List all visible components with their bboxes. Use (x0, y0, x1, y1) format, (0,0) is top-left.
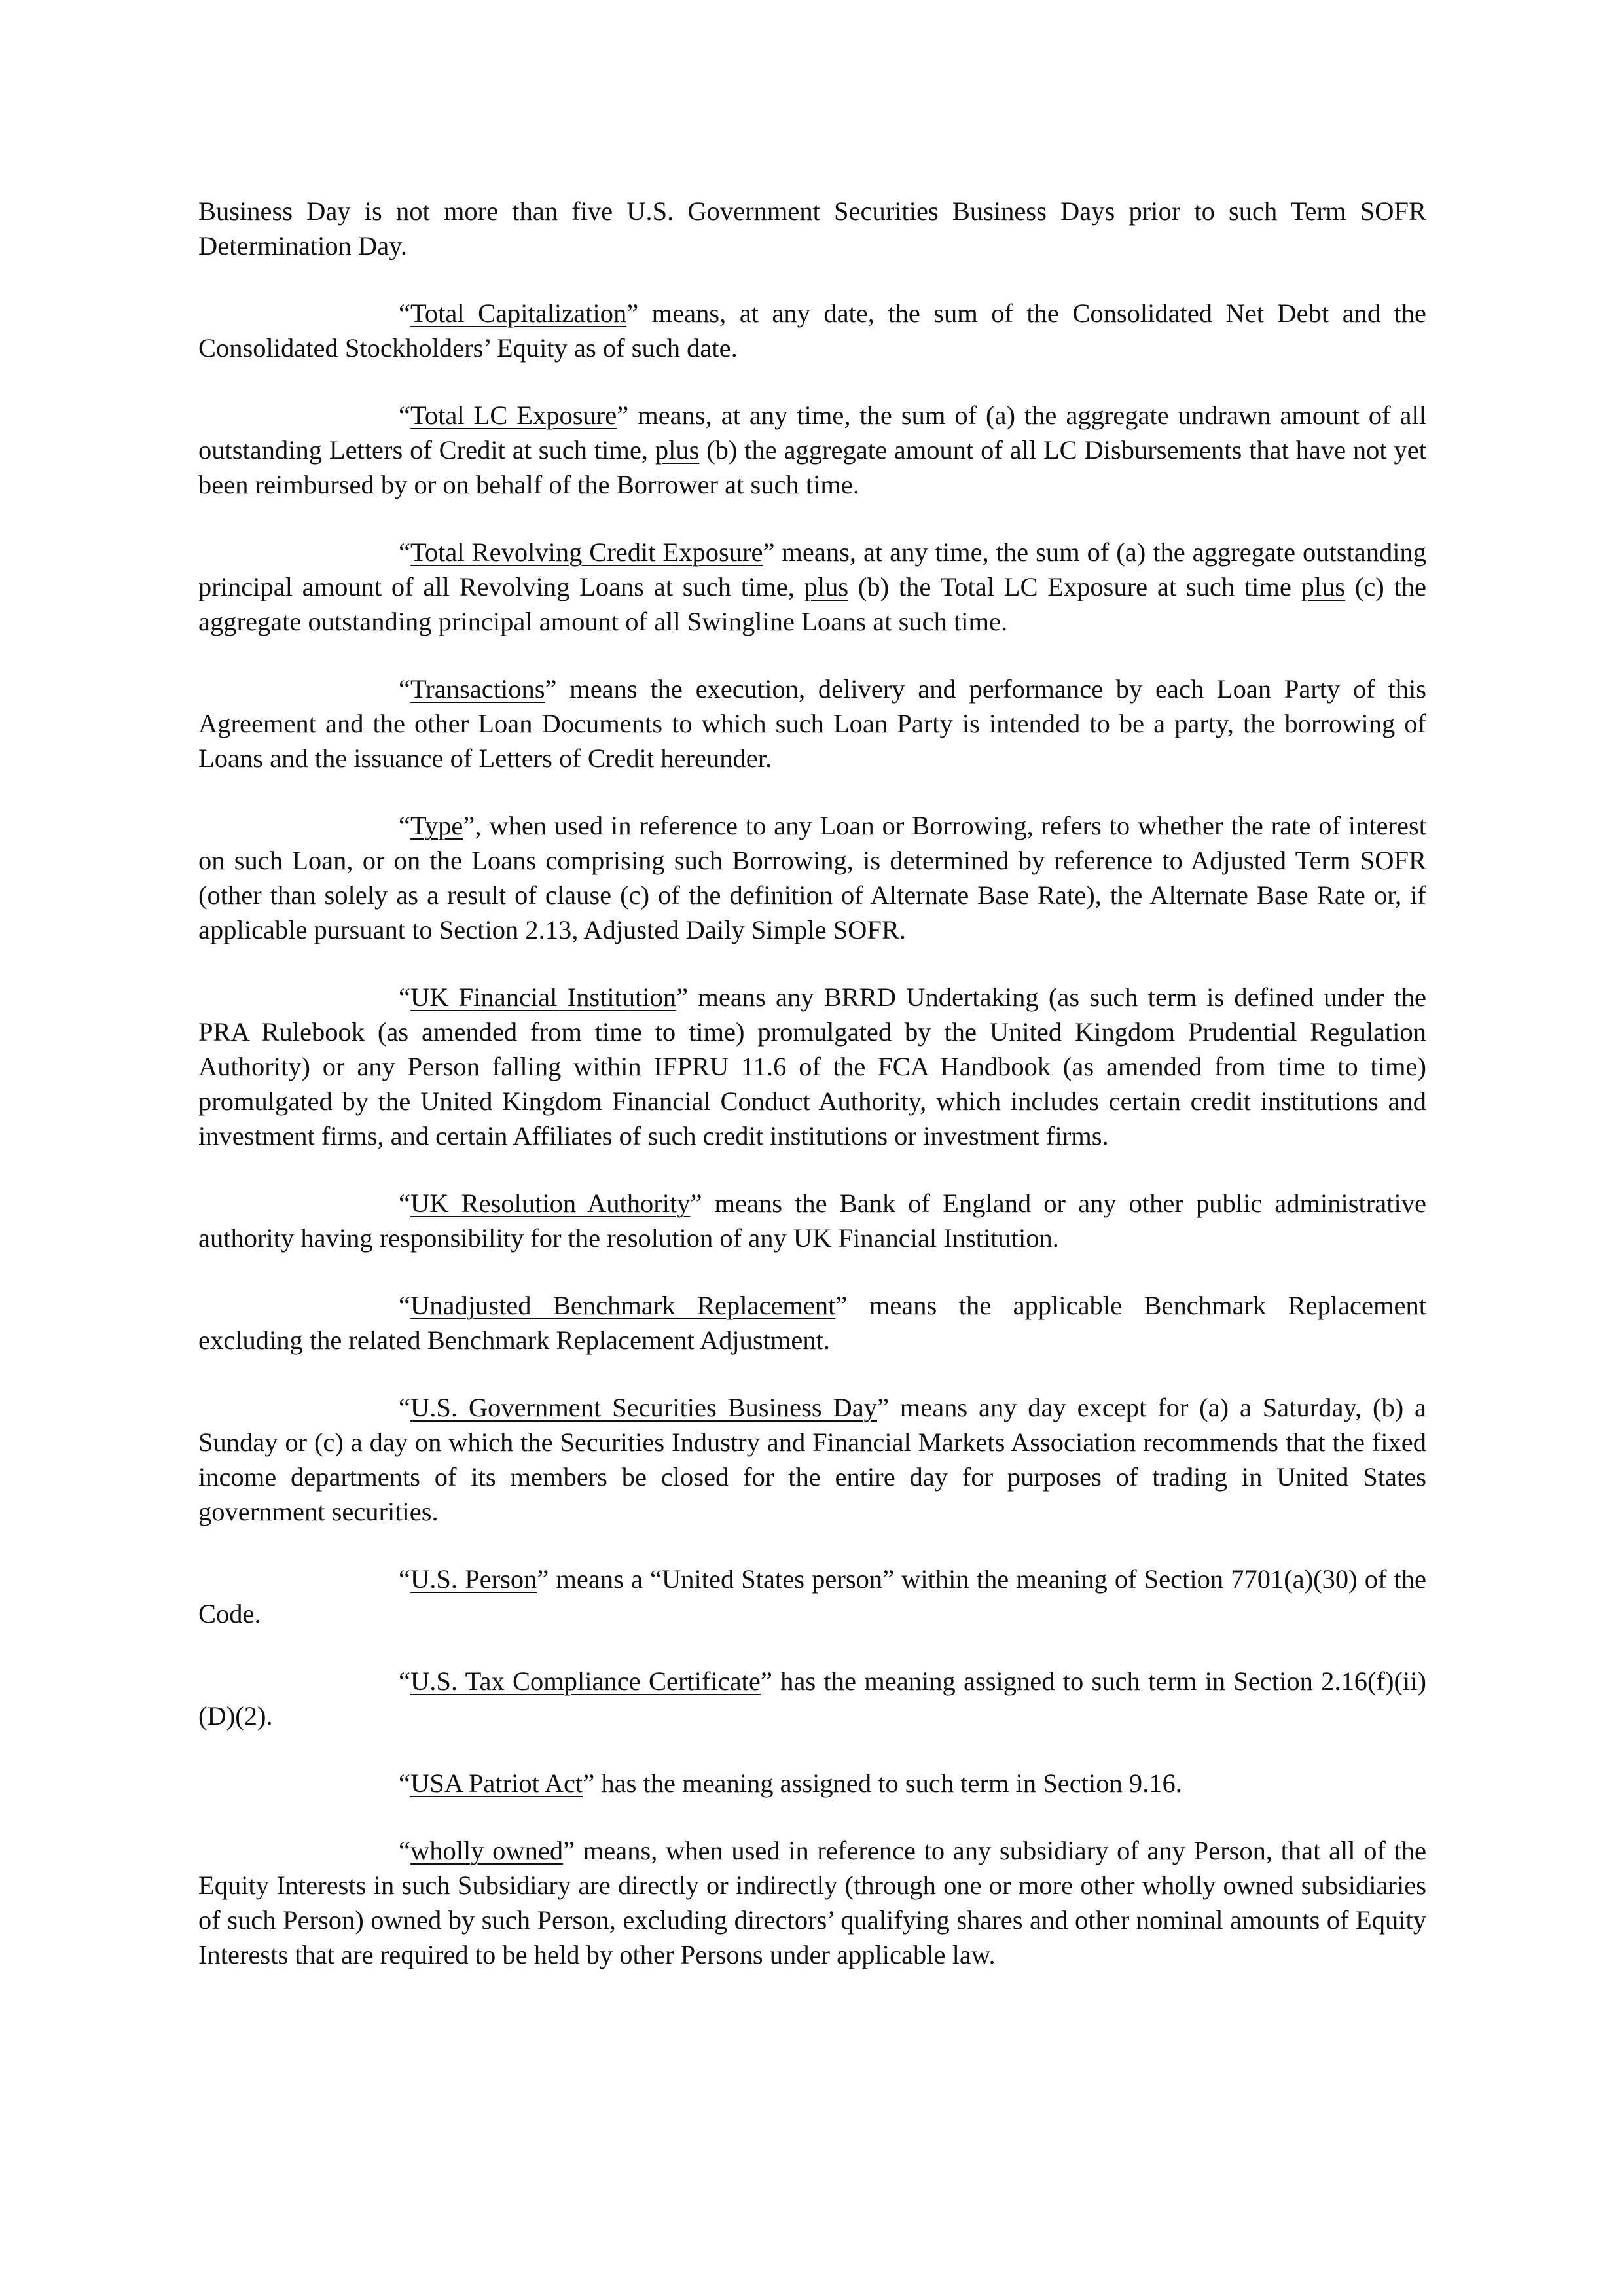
paragraph-text: “ (399, 1666, 410, 1696)
paragraph-text: “ (399, 1768, 410, 1798)
paragraph-text: ” has the meaning assigned to such term in Section 9.16. (583, 1768, 1182, 1798)
defined-term: USA Patriot Act (410, 1768, 583, 1798)
paragraph-text: “ (399, 674, 410, 704)
defined-term: Type (410, 811, 463, 840)
paragraph-text: ” means, when used in reference to any subsidiary of any Person, that all of the Equity Interests in such Subsidiary are directly or indirectly (through one or more other wholly owned subsidiaries of such Person) owned by such Person, excluding directors’ qualifying shares and other nominal amounts of Equity Interests that are required to be held by other Persons under applicable law. (198, 1836, 1426, 1969)
defined-term: UK Financial Institution (410, 982, 677, 1012)
defined-term: Total LC Exposure (410, 401, 617, 430)
paragraph-text: ” means, at any time, the sum of (a) the aggregate undrawn amount of all outstanding Letters of Credit at such time, (198, 401, 1426, 465)
definition-paragraph (198, 296, 1426, 365)
paragraph-text: ” means the execution, delivery and performance by each Loan Party of this Agreement and the other Loan Documents to which such Loan Party is intended to be a party, the borrowing of Loans and the issuance of Letters of Credit hereunder. (198, 674, 1426, 773)
paragraph-text: “ (399, 537, 410, 567)
defined-term: UK Resolution Authority (410, 1189, 691, 1218)
defined-term: plus (1301, 572, 1346, 601)
paragraph-text: ” means any day except for (a) a Saturday, (b) a Sunday or (c) a day on which the Securities Industry and Financial Markets Association recommends that the fixed income departments of its members be closed for the entire day for purposes of trading in United States government securities. (198, 1393, 1426, 1526)
definition-paragraph (198, 980, 1426, 1153)
paragraph-text: ” means the applicable Benchmark Replacement excluding the related Benchmark Replacement Adjustment. (198, 1291, 1426, 1355)
paragraph-text: ” means the Bank of England or any other public administrative authority having responsibility for the resolution of any UK Financial Institution. (198, 1189, 1426, 1253)
paragraph-text: (b) the Total LC Exposure at such time (848, 572, 1301, 601)
definition-paragraph (198, 398, 1426, 502)
paragraph-text: ” has the meaning assigned to such term in Section 2.16(f)(ii)(D)(2). (198, 1666, 1426, 1731)
paragraph-text: “ (399, 811, 410, 840)
defined-term: Unadjusted Benchmark Replacement (410, 1291, 836, 1320)
paragraph-text: Business Day is not more than five U.S. Government Securities Business Days prior to such Term SOFR Determination Day. (198, 196, 1426, 260)
definition-paragraph (198, 1664, 1426, 1733)
defined-term: U.S. Tax Compliance Certificate (410, 1666, 761, 1696)
paragraph-text: “ (399, 982, 410, 1012)
definition-paragraph (198, 535, 1426, 639)
definition-paragraph (198, 808, 1426, 947)
definition-paragraph (198, 1766, 1426, 1801)
continuation-paragraph (198, 194, 1426, 263)
defined-term: plus (655, 435, 700, 465)
paragraph-text: “ (399, 401, 410, 430)
definition-paragraph (198, 1833, 1426, 1972)
paragraph-text: “ (399, 298, 410, 328)
defined-term: wholly owned (410, 1836, 564, 1865)
definition-paragraph (198, 672, 1426, 776)
paragraph-text: (c) the aggregate outstanding principal amount of all Swingline Loans at such time. (198, 572, 1427, 636)
definition-paragraph (198, 1288, 1426, 1357)
definition-paragraph (198, 1390, 1426, 1529)
paragraph-text: “ (399, 1564, 410, 1594)
defined-term: U.S. Person (410, 1564, 537, 1594)
paragraph-text: “ (399, 1291, 410, 1320)
defined-term: Total Revolving Credit Exposure (410, 537, 763, 567)
paragraph-text: “ (399, 1393, 410, 1422)
paragraph-text: ”, when used in reference to any Loan or Borrowing, refers to whether the rate of interest on such Loan, or on the Loans comprising such Borrowing, is determined by reference to Adjusted Term SOFR (other than solely as a result of clause (c) of the definition of Alternate Base Rate), the Alternate Base Rate or, if applicable pursuant to Section 2.13, Adjusted Daily Simple SOFR. (198, 811, 1426, 944)
paragraph-text: “ (399, 1836, 410, 1865)
defined-term: Total Capitalization (410, 298, 627, 328)
document-body (198, 194, 1426, 2005)
defined-term: Transactions (410, 674, 545, 704)
paragraph-text: (b) the aggregate amount of all LC Disbursements that have not yet been reimbursed by or on behalf of the Borrower at such time. (198, 435, 1426, 499)
paragraph-text: ” means, at any time, the sum of (a) the aggregate outstanding principal amount of all Revolving Loans at such time, (198, 537, 1427, 601)
defined-term: U.S. Government Securities Business Day (410, 1393, 877, 1422)
paragraph-text: “ (399, 1189, 410, 1218)
paragraph-text: ” means a “United States person” within the meaning of Section 7701(a)(30) of the Code. (198, 1564, 1426, 1628)
paragraph-text: ” means, at any date, the sum of the Consolidated Net Debt and the Consolidated Stockholders’ Equity as of such date. (198, 298, 1426, 363)
definition-paragraph (198, 1186, 1426, 1255)
definition-paragraph (198, 1562, 1426, 1631)
paragraph-text: ” means any BRRD Undertaking (as such term is defined under the PRA Rulebook (as amended from time to time) promulgated by the United Kingdom Prudential Regulation Authority) or any Person falling within IFPRU 11.6 of the FCA Handbook (as amended from time to time) promulgated by the United Kingdom Financial Conduct Authority, which includes certain credit institutions and investment firms, and certain Affiliates of such credit institutions or investment firms. (198, 982, 1427, 1151)
defined-term: plus (804, 572, 849, 601)
